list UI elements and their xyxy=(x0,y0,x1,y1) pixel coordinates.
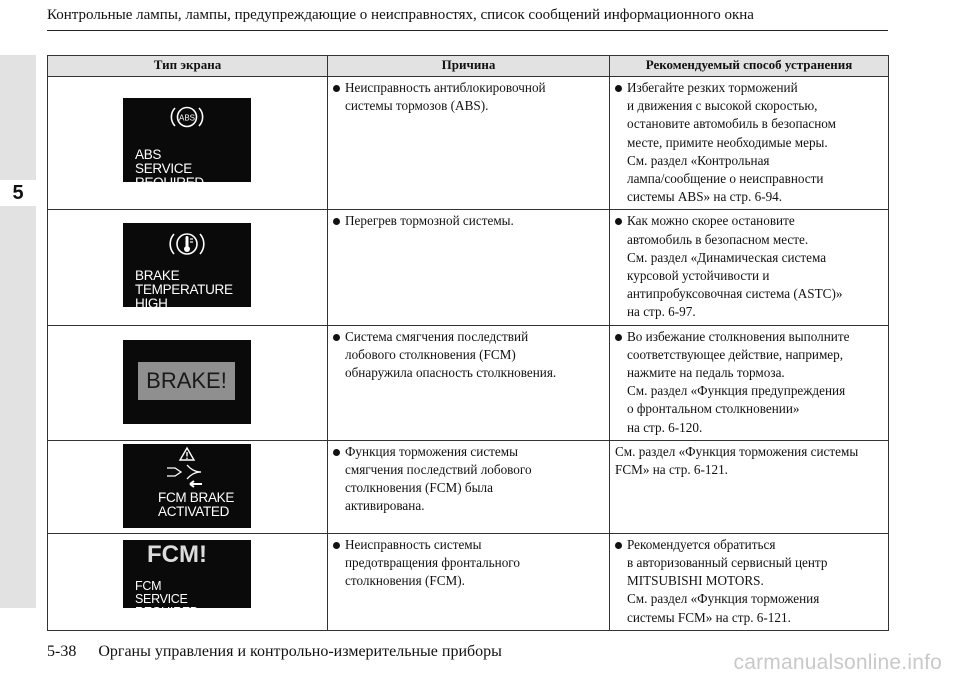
bullet-dot xyxy=(333,449,340,456)
reason-cell xyxy=(328,77,610,210)
abs-warning-icon xyxy=(167,103,207,131)
message-table xyxy=(47,55,889,631)
bullet-dot xyxy=(333,218,340,225)
table-row xyxy=(48,440,889,533)
remedy-text: См. раздел «Функция торможения системы FCM» на стр. 6-121. xyxy=(615,443,859,478)
fcm-warning-icon: FCM! xyxy=(147,540,207,568)
svg-text:ABS: ABS xyxy=(178,113,196,123)
table-row xyxy=(48,533,889,630)
column-header-remedy: Рекомендуемый способ устранения xyxy=(610,56,889,77)
brake-temperature-display xyxy=(123,223,251,312)
screen-caption: BRAKE TEMPERATURE HIGH xyxy=(135,268,233,312)
brake-alert-display xyxy=(123,340,251,424)
remedy-cell xyxy=(610,325,889,440)
bullet-dot xyxy=(333,334,340,341)
bullet-dot xyxy=(333,85,340,92)
screen-cell xyxy=(48,440,328,533)
screen-cell xyxy=(48,77,328,210)
remedy-text: Рекомендуется обратиться в авторизованный сервисный центр MITSUBISHI MOTORS. См. раздел «Функция торможения системы FCM» на стр. 6-121. xyxy=(627,536,828,625)
page-header-title: Контрольные лампы, лампы, предупреждающие о неисправностях, список сообщений информационного окна xyxy=(47,7,754,23)
screen-cell xyxy=(48,533,328,630)
abs-service-display xyxy=(123,98,251,190)
table-row xyxy=(48,325,889,440)
remedy-cell xyxy=(610,533,889,630)
bullet-dot xyxy=(333,542,340,549)
screen-cell xyxy=(48,210,328,325)
reason-text: Функция торможения системы смягчения последствий лобового столкновения (FCM) была активирована. xyxy=(345,443,532,514)
header-divider xyxy=(47,30,888,31)
screen-cell xyxy=(48,325,328,440)
reason-cell xyxy=(328,533,610,630)
brake-temperature-icon xyxy=(167,227,207,261)
fcm-brake-activated-display xyxy=(123,444,251,528)
fcm-service-display xyxy=(123,540,251,619)
remedy-text: Во избежание столкновения выполните соответствующее действие, например, нажмите на педаль тормоза. См. раздел «Функция предупреждения о фронтальном столкновении» на стр. 6-120. xyxy=(627,328,850,435)
fcm-brake-activated-icon xyxy=(157,446,217,490)
remedy-cell xyxy=(610,440,889,533)
reason-cell xyxy=(328,440,610,533)
reason-text: Система смягчения последствий лобового столкновения (FCM) обнаружила опасность столкновения. xyxy=(345,328,557,381)
chapter-number-badge: 5 xyxy=(0,180,36,206)
bullet-dot xyxy=(615,334,622,341)
table-row xyxy=(48,210,889,325)
footer-section-title: Органы управления и контрольно-измерительные приборы xyxy=(98,643,502,660)
remedy-text: Избегайте резких торможений и движения с высокой скоростью, остановите автомобиль в безопасном месте, примите необходимые меры. См. раздел «Контрольная лампа/сообщение о неисправности системы ABS» на стр. 6-94. xyxy=(627,80,836,205)
screen-caption: FCM BRAKE ACTIVATED xyxy=(158,489,235,519)
remedy-text: Как можно скорее остановите автомобиль в безопасном месте. См. раздел «Динамическая система курсовой устойчивости и антипробуксовочная система (ASTC)» на стр. 6-97. xyxy=(627,213,843,320)
table-row xyxy=(48,77,889,210)
watermark-text: carmanualsonline.info xyxy=(733,651,942,674)
reason-cell xyxy=(328,325,610,440)
column-header-reason: Причина xyxy=(328,56,610,77)
page-footer xyxy=(47,643,502,661)
bullet-dot xyxy=(615,542,622,549)
column-header-screen-type: Тип экрана xyxy=(48,56,328,77)
reason-text: Перегрев тормозной системы. xyxy=(345,213,514,229)
screen-caption: ABS SERVICE REQUIRED xyxy=(135,147,204,190)
reason-cell xyxy=(328,210,610,325)
brake-alert-box: BRAKE! xyxy=(138,362,235,400)
remedy-cell xyxy=(610,77,889,210)
remedy-cell xyxy=(610,210,889,325)
bullet-dot xyxy=(615,218,622,225)
chapter-side-tab xyxy=(0,55,36,608)
screen-caption: FCM SERVICE REQUIRED xyxy=(135,578,199,619)
reason-text: Неисправность системы предотвращения фронтального столкновения (FCM). xyxy=(345,536,520,589)
bullet-dot xyxy=(615,85,622,92)
page-number: 5-38 xyxy=(47,643,77,660)
reason-text: Неисправность антиблокировочной системы тормозов (ABS). xyxy=(345,80,546,114)
table-header-row xyxy=(48,56,889,77)
